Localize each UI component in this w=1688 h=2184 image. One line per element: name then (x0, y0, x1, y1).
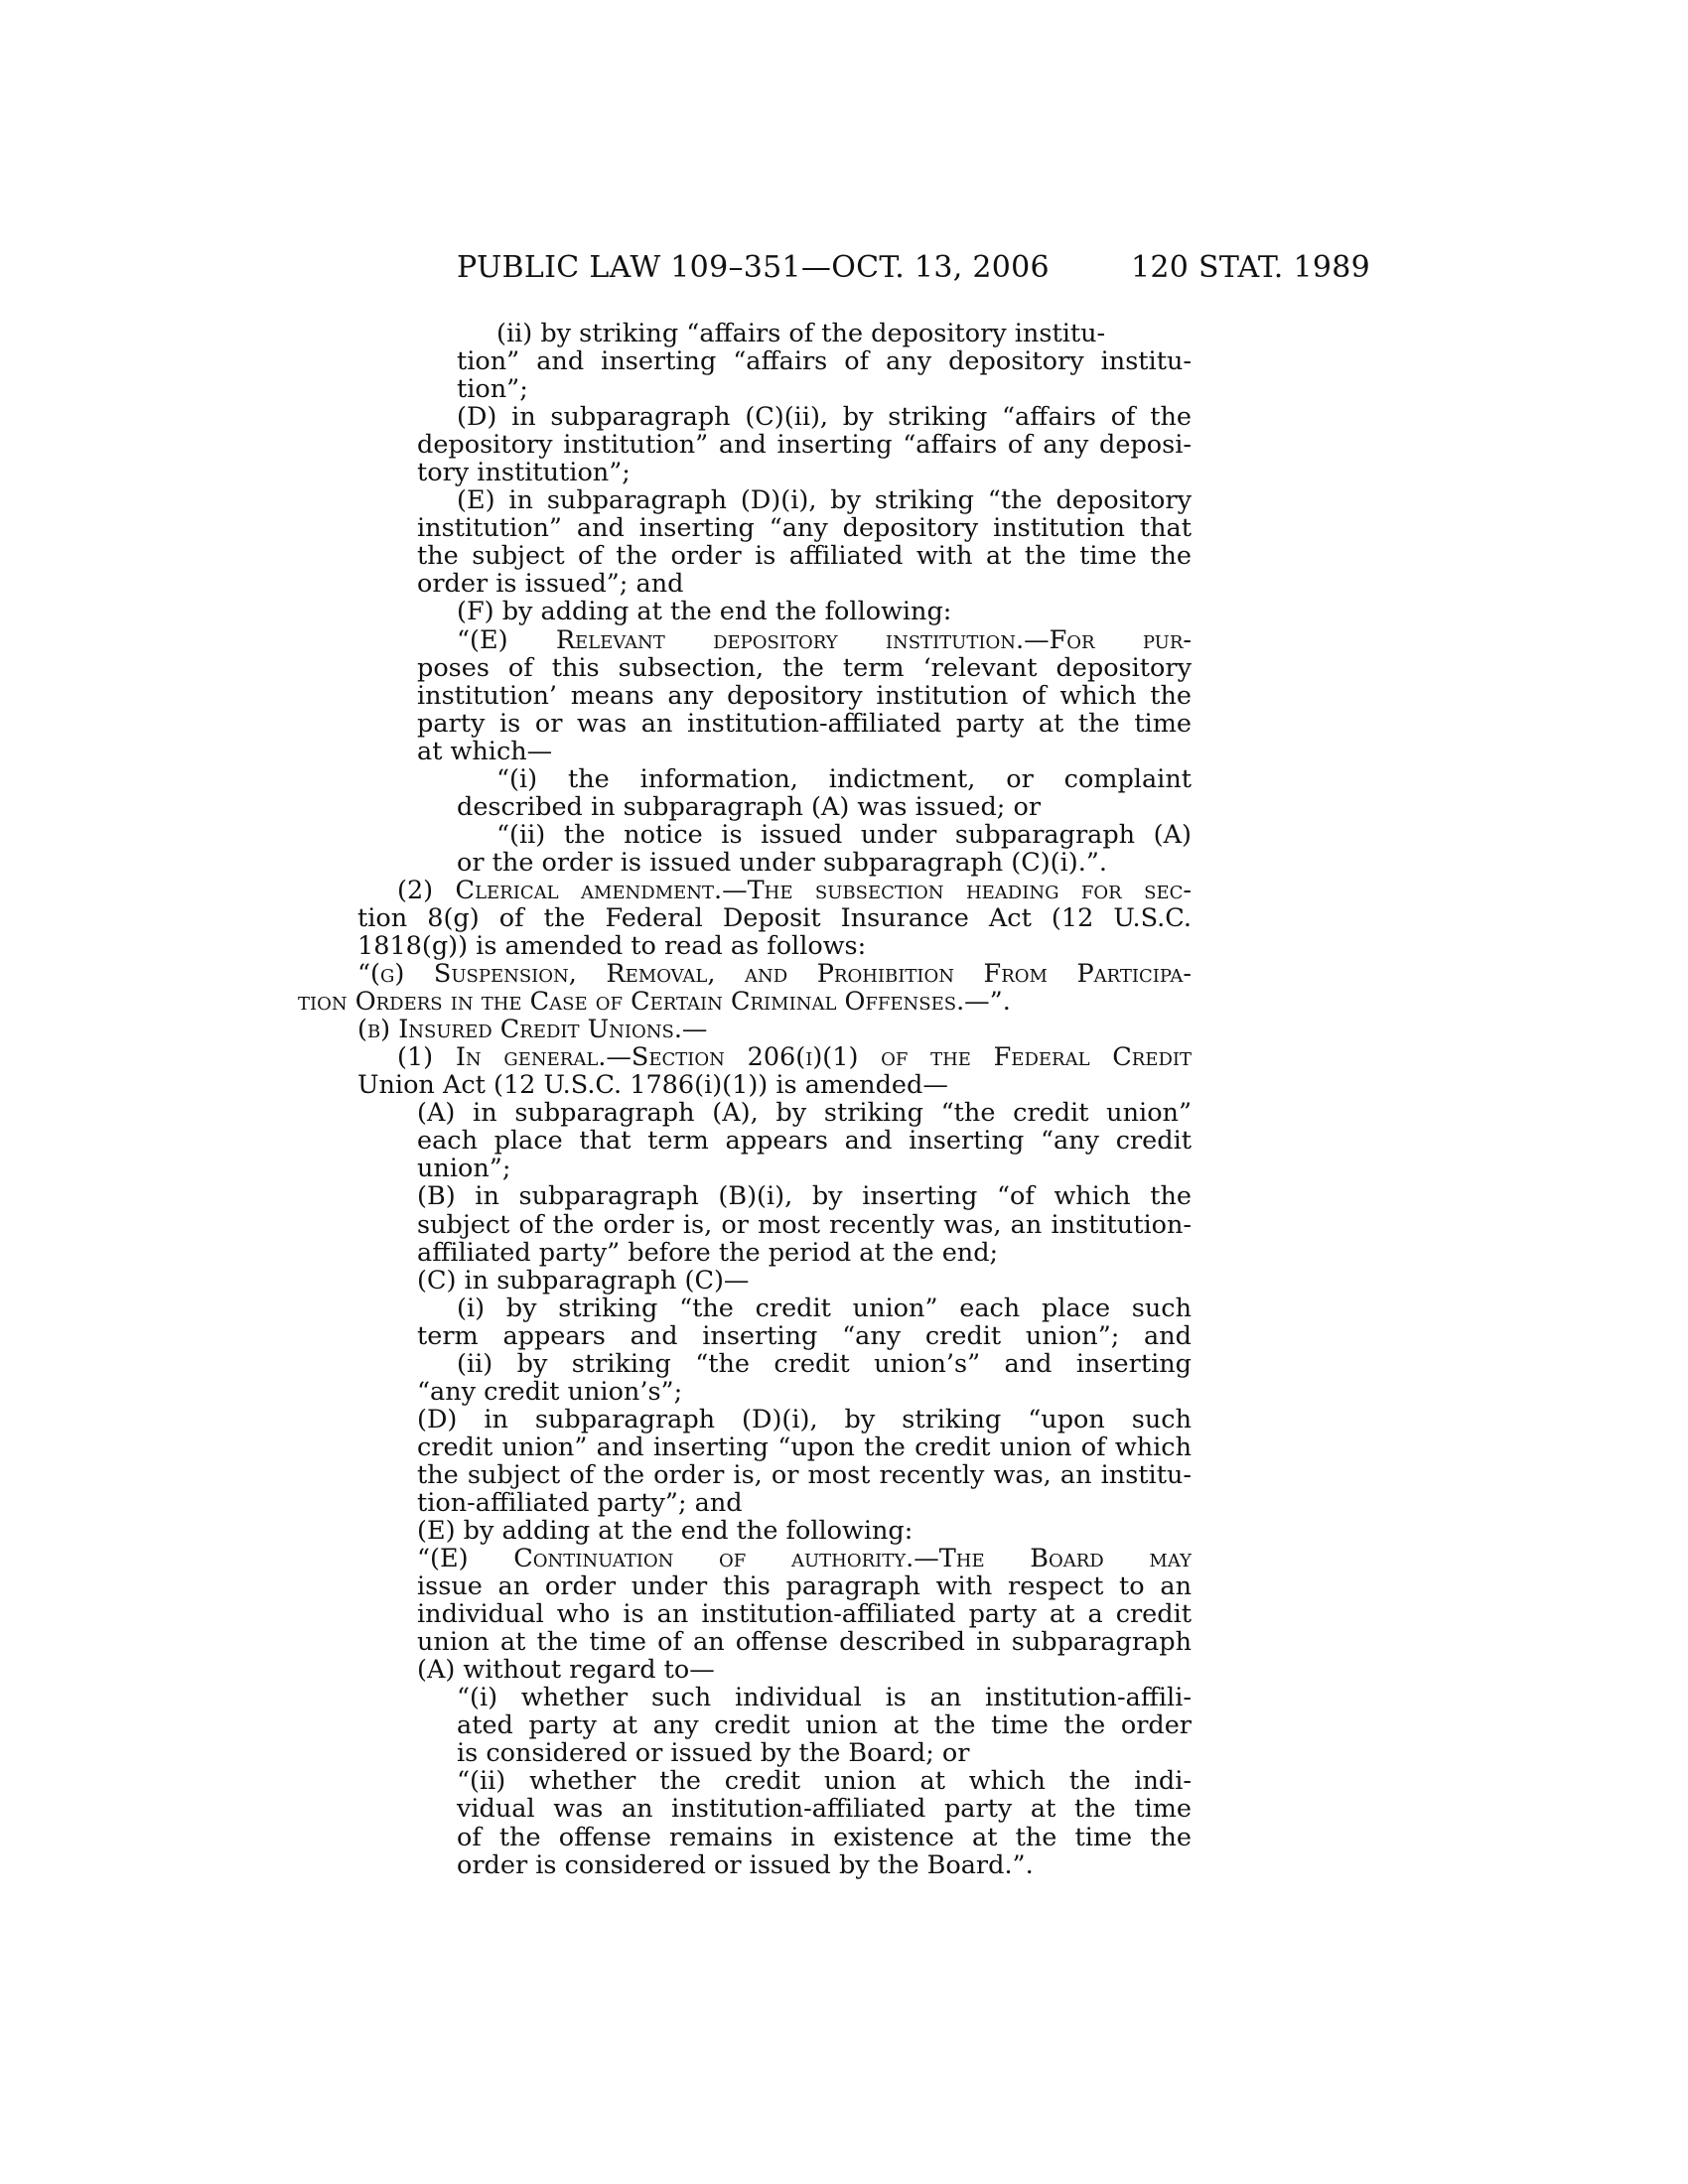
text-line: term appears and inserting “any credit union”; and (417, 1320, 1192, 1351)
text-line: subject of the order is, or most recently was, an institution- (417, 1209, 1192, 1240)
text-line: union at the time of an offense described in subparagraph (417, 1627, 1192, 1658)
text-line: (1) In general.—Section 206(i)(1) of the Federal Credit (397, 1042, 1192, 1073)
text-line: (E) in subparagraph (D)(i), by striking “the depository (457, 485, 1192, 516)
text-line: individual who is an institution-affiliated party at a credit (417, 1599, 1192, 1630)
text-line: the subject of the order is affiliated with at the time the (417, 541, 1192, 572)
text-line: (D) in subparagraph (D)(i), by striking “upon such (417, 1404, 1192, 1434)
text-line: (2) Clerical amendment.—The subsection heading for sec- (397, 875, 1192, 905)
text-line: (B) in subparagraph (B)(i), by inserting “of which the (417, 1181, 1192, 1212)
text-line: (A) without regard to— (417, 1655, 715, 1686)
text-line: “(g) Suspension, Removal, and Prohibition From Participa- (357, 959, 1192, 990)
text-line: “(E) Continuation of authority.—The Board may (417, 1544, 1192, 1574)
text-line: Union Act (12 U.S.C. 1786(i)(1)) is amended— (357, 1070, 948, 1101)
text-line: (ii) by striking “the credit union’s” and inserting (457, 1348, 1192, 1379)
text-line: tion”; (457, 374, 528, 405)
text-line: institution” and inserting “any depository institution that (417, 513, 1192, 544)
text-line: (ii) by striking “affairs of the depository institu- (496, 319, 1106, 348)
text-line: “any credit union’s”; (417, 1376, 683, 1407)
text-line: 1818(g)) is amended to read as follows: (357, 931, 867, 962)
text-line: poses of this subsection, the term ‘relevant depository (417, 652, 1192, 683)
page-header (457, 248, 1370, 288)
text-line: credit union” and inserting “upon the credit union of which (417, 1432, 1192, 1462)
text-line: order is considered or issued by the Board.”. (457, 1849, 1034, 1880)
text-line: “(E) Relevant depository institution.—For pur- (457, 624, 1192, 655)
text-line: is considered or issued by the Board; or (457, 1738, 970, 1769)
text-line: vidual was an institution-affiliated party at the time (457, 1794, 1192, 1825)
text-line: tion 8(g) of the Federal Deposit Insurance Act (12 U.S.C. (357, 902, 1192, 933)
text-line: (E) by adding at the end the following: (417, 1516, 914, 1547)
text-line: of the offense remains in existence at the time the (457, 1822, 1192, 1852)
text-line: (C) in subparagraph (C)— (417, 1265, 750, 1296)
text-line: tion” and inserting “affairs of any depository institu- (457, 346, 1192, 377)
text-line: or the order is issued under subparagraph (C)(i).”. (457, 847, 1107, 878)
text-line: depository institution” and inserting “affairs of any deposi- (417, 430, 1192, 461)
text-line: institution’ means any depository institution of which the (417, 680, 1192, 711)
text-line: described in subparagraph (A) was issued; or (457, 791, 1042, 822)
text-line: (D) in subparagraph (C)(ii), by striking “affairs of the (457, 402, 1192, 433)
text-line: union”; (417, 1154, 511, 1184)
text-line: “(i) whether such individual is an institution-affili- (457, 1683, 1192, 1713)
text-line: (A) in subparagraph (A), by striking “the credit union” (417, 1098, 1192, 1129)
text-line: tory institution”; (417, 458, 631, 488)
running-head: PUBLIC LAW 109–351—OCT. 13, 2006 (457, 250, 1050, 285)
text-line: tion Orders in the Case of Certain Criminal Offenses.—”. (298, 987, 1011, 1018)
text-line: party is or was an institution-affiliated party at the time (417, 708, 1192, 739)
text-line: “(ii) whether the credit union at which the indi- (457, 1766, 1192, 1797)
text-line: tion-affiliated party”; and (417, 1487, 743, 1518)
text-line: (F) by adding at the end the following: (457, 597, 952, 627)
text-line: “(i) the information, indictment, or complaint (496, 763, 1192, 794)
page-citation: 120 STAT. 1989 (1131, 250, 1370, 285)
text-line: each place that term appears and inserting “any credit (417, 1126, 1192, 1157)
text-line: ated party at any credit union at the time the order (457, 1710, 1192, 1741)
text-line: (b) Insured Credit Unions.— (357, 1015, 708, 1045)
text-line: the subject of the order is, or most recently was, an institu- (417, 1459, 1192, 1490)
text-line: order is issued”; and (417, 569, 684, 600)
text-line: affiliated party” before the period at the end; (417, 1237, 999, 1268)
text-line: (i) by striking “the credit union” each place such (457, 1293, 1192, 1323)
text-line: issue an order under this paragraph with respect to an (417, 1571, 1192, 1602)
text-line: “(ii) the notice is issued under subparagraph (A) (496, 819, 1192, 850)
statute-text (298, 320, 1192, 1879)
text-line: at which— (417, 736, 553, 766)
